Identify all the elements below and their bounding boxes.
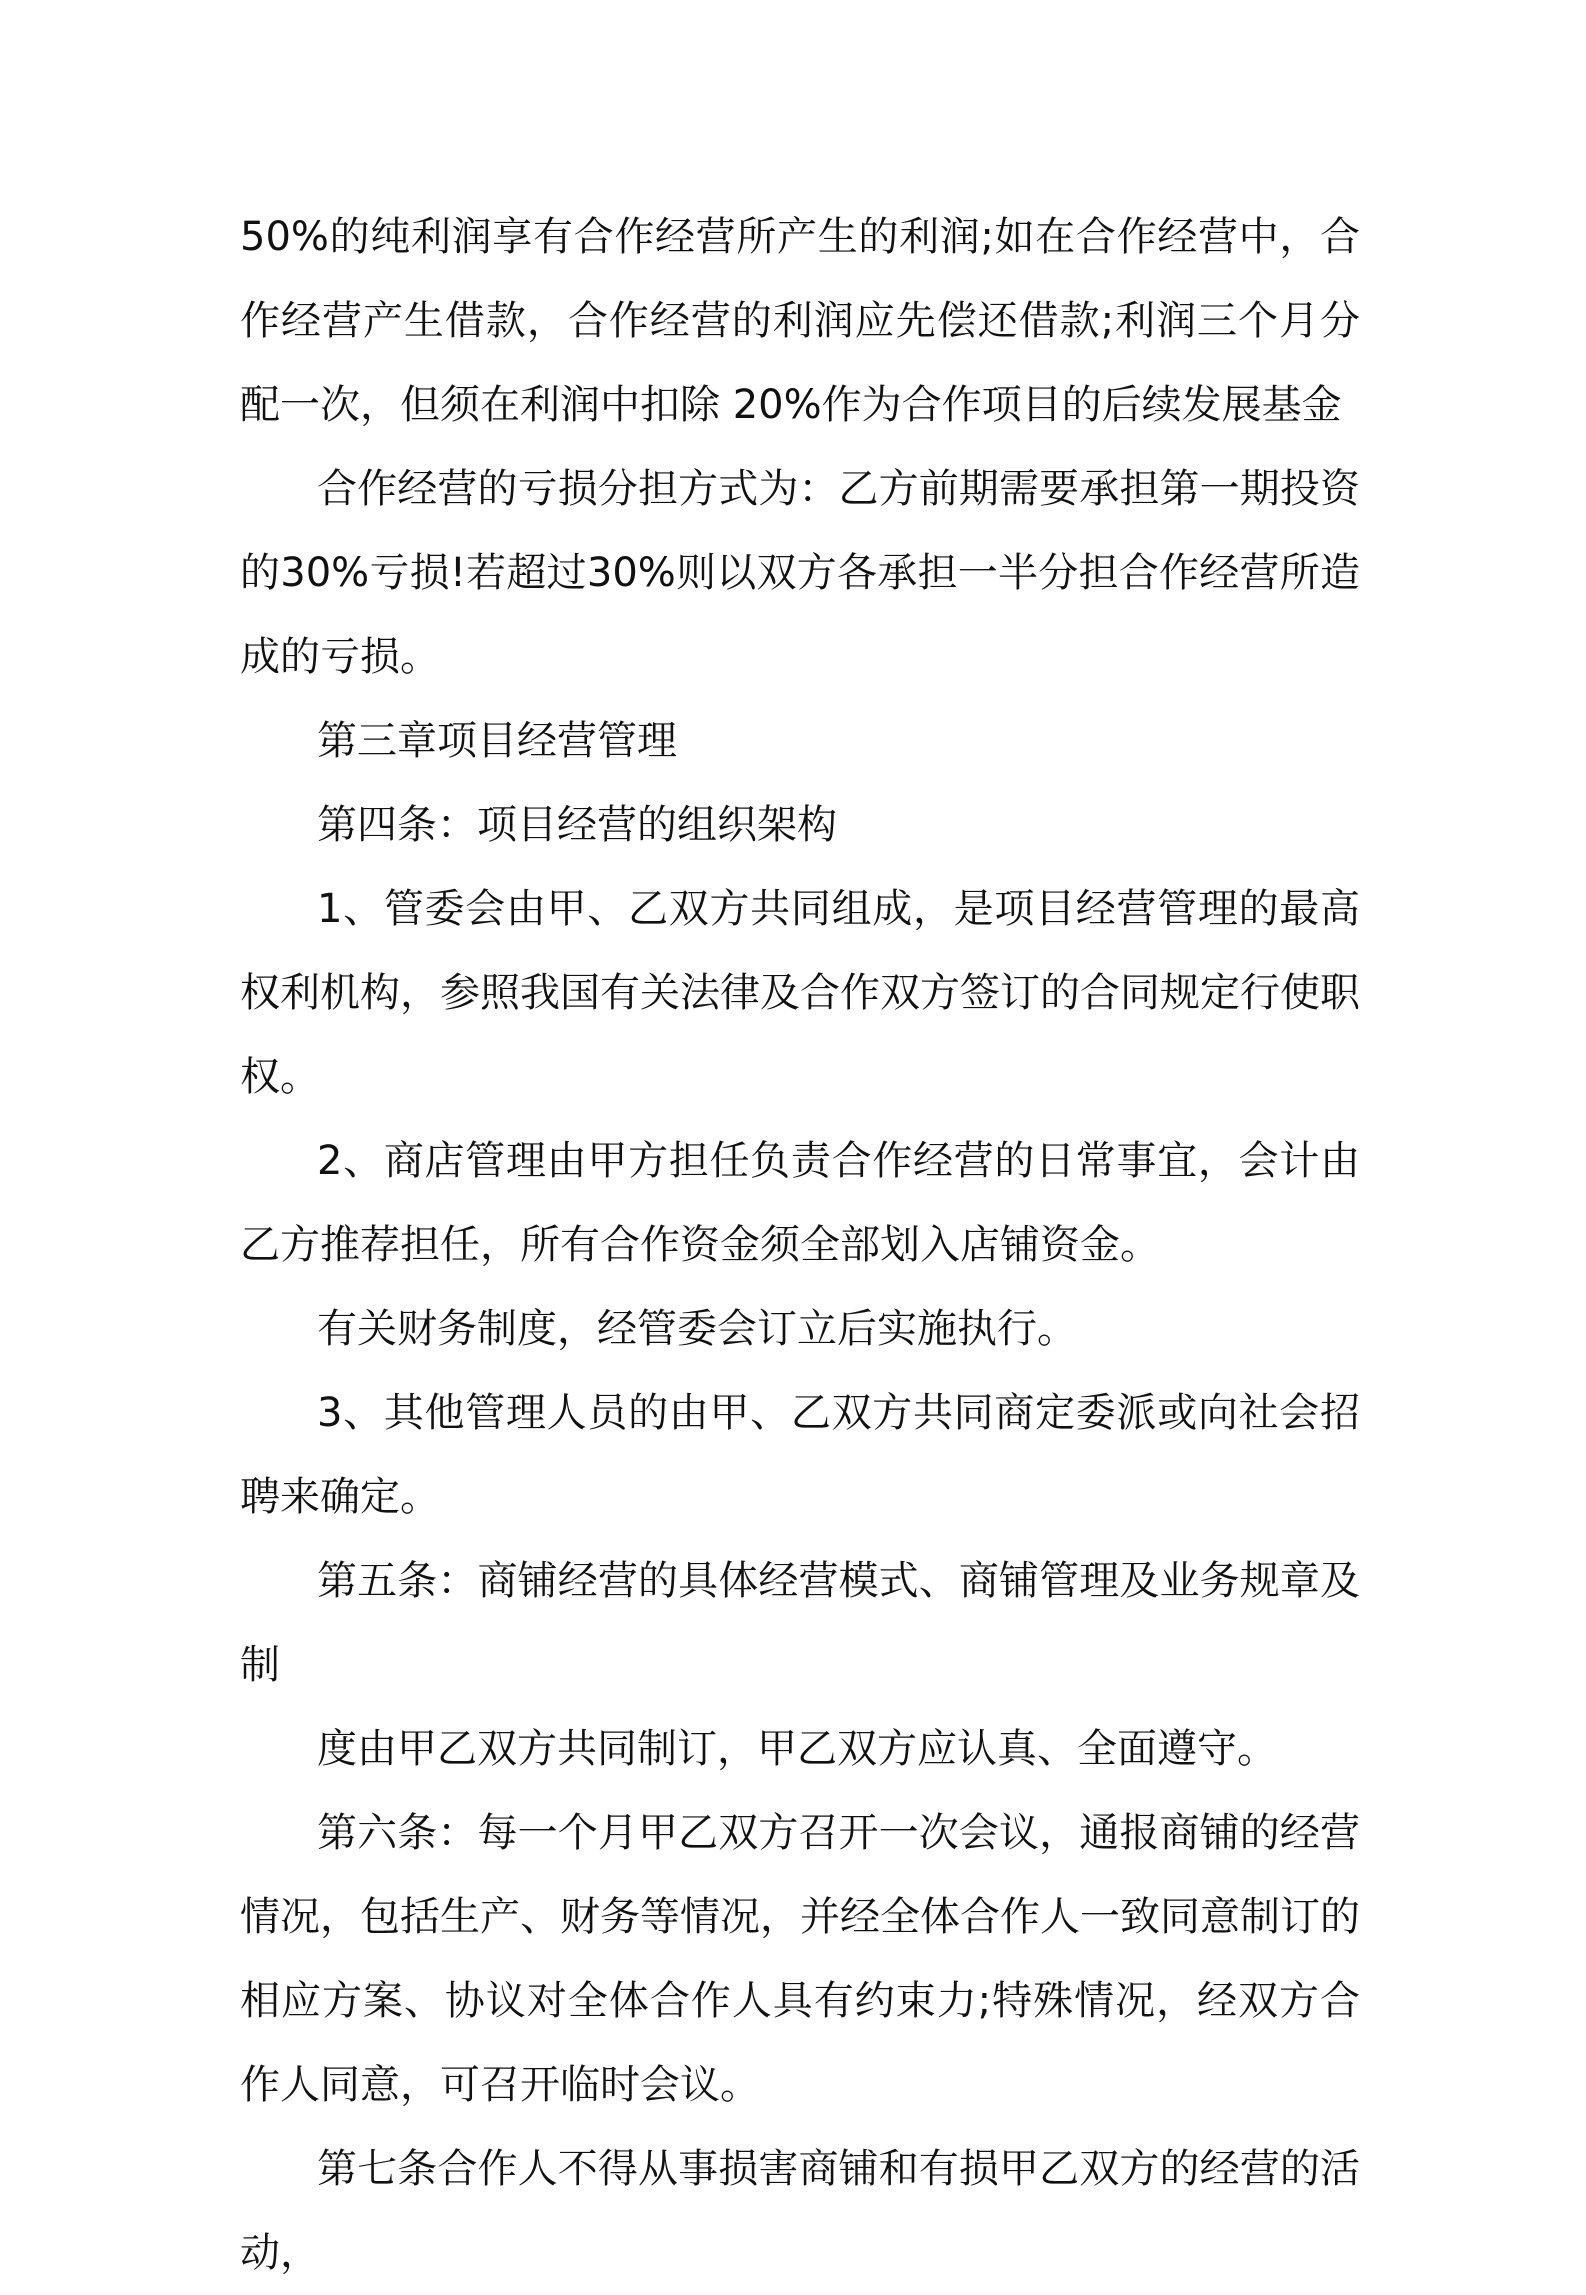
paragraph-item-2: 2、商店管理由甲方担任负责合作经营的日常事宜，会计由乙方推荐担任，所有合作资金须全部划入店铺资金。 [240,1138,1360,1268]
document-page [240,195,1360,2295]
article-6: 第六条：每一个月甲乙双方召开一次会议，通报商铺的经营情况，包括生产、财务等情况，并经全体合作人一致同意制订的相应方案、协议对全体合作人具有约束力;特殊情况，经双方合作人同意，可召开临时会议。 [240,1810,1360,2108]
article-4-heading: 第四条：项目经营的组织架构 [317,802,837,848]
paragraph-item-3: 3、其他管理人员的由甲、乙双方共同商定委派或向社会招聘来确定。 [240,1390,1360,1520]
paragraph-profit-distribution: 50%的纯利润享有合作经营所产生的利润;如在合作经营中，合作经营产生借款，合作经营的利润应先偿还借款;利润三个月分配一次，但须在利润中扣除 20%作为合作项目的后续发展基金 [240,214,1360,428]
paragraph-item-1: 1、管委会由甲、乙双方共同组成，是项目经营管理的最高权利机构，参照我国有关法律及合作双方签订的合同规定行使职权。 [240,886,1360,1100]
article-5-line-2: 度由甲乙双方共同制订，甲乙双方应认真、全面遵守。 [317,1726,1277,1772]
paragraph-finance-rules: 有关财务制度，经管委会订立后实施执行。 [317,1306,1077,1352]
chapter-heading-3: 第三章项目经营管理 [317,718,677,764]
article-7: 第七条合作人不得从事损害商铺和有损甲乙双方的经营的活动， [240,2146,1360,2276]
paragraph-loss-sharing: 合作经营的亏损分担方式为：乙方前期需要承担第一期投资的30%亏损!若超过30%则以双方各承担一半分担合作经营所造成的亏损。 [240,466,1360,680]
article-5-line-1: 第五条：商铺经营的具体经营模式、商铺管理及业务规章及制 [240,1558,1360,1688]
